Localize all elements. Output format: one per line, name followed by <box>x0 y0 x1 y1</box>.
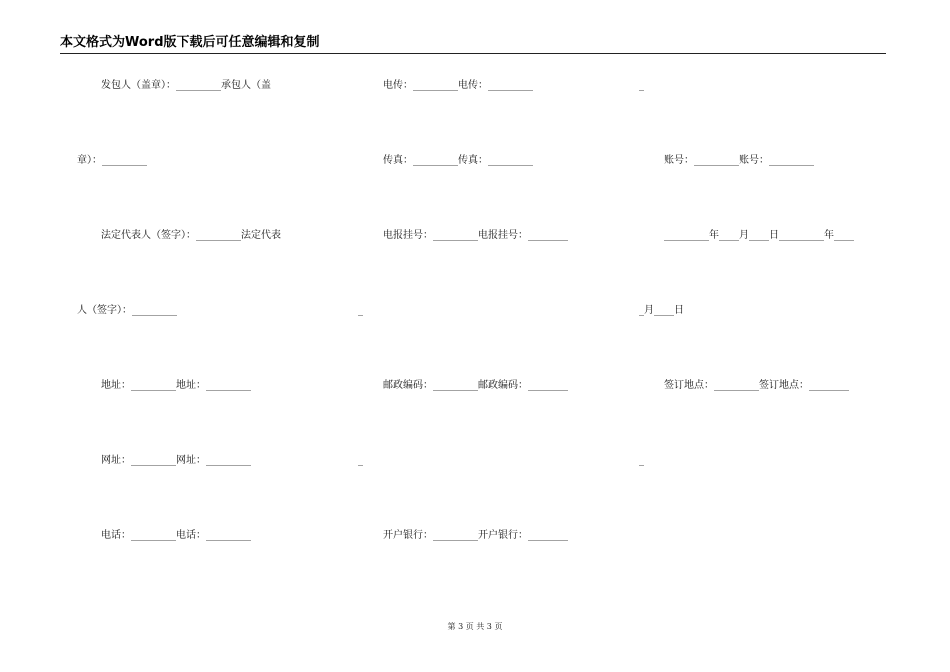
postal-code-line-cont: _ <box>358 455 363 466</box>
postal-code-line: 邮政编码：_________邮政编码：________ <box>383 380 568 391</box>
signing-place-line-cont: _ <box>639 455 644 466</box>
signing-place-line: 签订地点：_________签订地点：________ <box>664 380 849 391</box>
document-header: 本文格式为Word版下载后可任意编辑和复制 <box>60 35 886 54</box>
date-line: _________年____月____日_________年____ <box>664 230 854 241</box>
contractor-signature-line: 发包人（盖章）：_________承包人（盖 <box>101 80 271 91</box>
fax-line: 传真：_________传真：_________ <box>383 155 533 166</box>
bank-line: 开户银行：_________开户银行：________ <box>383 530 568 541</box>
address-line: 地址：_________地址：_________ <box>101 380 251 391</box>
account-number-line: 账号：_________账号：_________ <box>664 155 814 166</box>
legal-representative-line: 法定代表人（签字）：_________法定代表 <box>101 230 281 241</box>
contractor-signature-line-cont: 章）：_________ <box>77 155 147 166</box>
page-number: 第 3 页 共 3 页 <box>447 622 503 631</box>
cable-address-line: 电报挂号：_________电报挂号：________ <box>383 230 568 241</box>
cable-address-line-cont: _ <box>358 305 363 316</box>
telex-line-cont: _ <box>639 80 644 91</box>
phone-line: 电话：_________电话：_________ <box>101 530 251 541</box>
website-line: 网址：_________网址：_________ <box>101 455 251 466</box>
telex-line: 电传：_________电传：_________ <box>383 80 533 91</box>
legal-representative-line-cont: 人（签字）：_________ <box>77 305 177 316</box>
date-line-cont: _月____日 <box>639 305 684 316</box>
